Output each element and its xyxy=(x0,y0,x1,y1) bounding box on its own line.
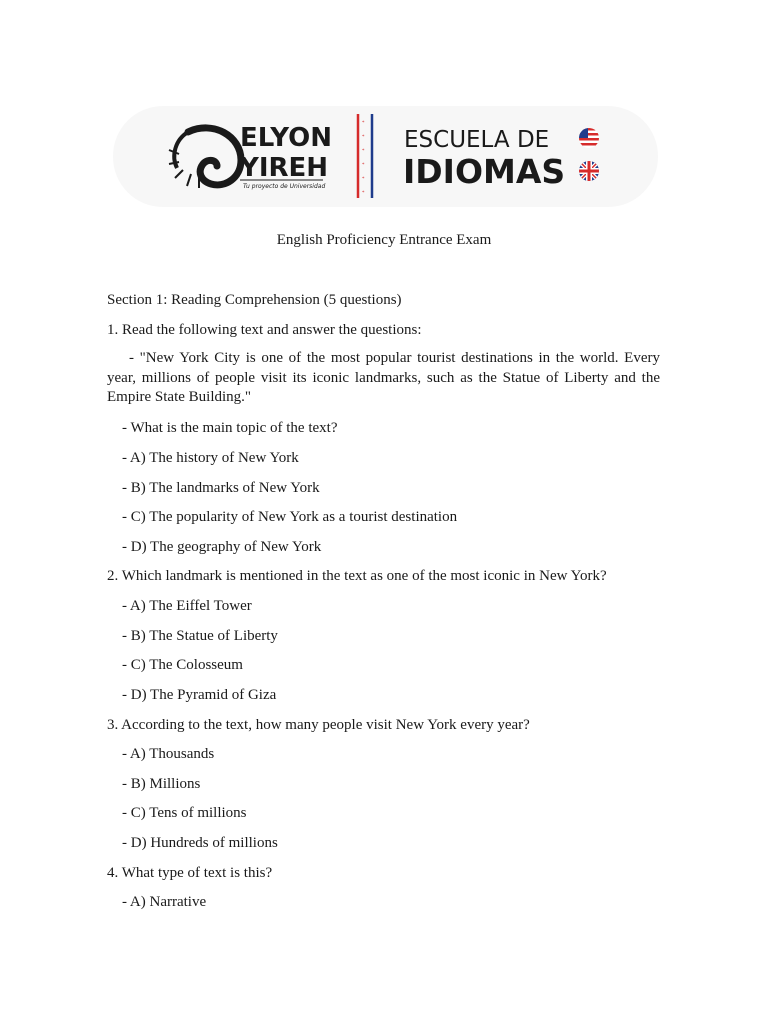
question-2-prompt: 2. Which landmark is mentioned in the text as one of the most iconic in New York? xyxy=(107,568,607,584)
svg-text:*: * xyxy=(362,163,365,168)
svg-text:*: * xyxy=(362,191,365,196)
question-4-prompt: 4. What type of text is this? xyxy=(107,865,273,881)
svg-text:*: * xyxy=(362,149,365,154)
reading-passage: - "New York City is one of the most popular tourist destinations in the world. Every year, millions of people visit its iconic landmarks, such as the Statue of Liberty and the Empire State Building." xyxy=(107,350,660,406)
svg-text:*: * xyxy=(362,121,365,126)
us-flag-icon xyxy=(579,128,599,148)
header-banner xyxy=(113,106,658,207)
exam-title: English Proficiency Entrance Exam xyxy=(276,232,492,248)
header-logo xyxy=(113,106,658,207)
svg-text:*: * xyxy=(362,177,365,182)
q3-option-d: - D) Hundreds of millions xyxy=(122,835,278,851)
svg-text:*: * xyxy=(362,135,365,140)
q1-option-b: - B) The landmarks of New York xyxy=(122,480,320,496)
q2-option-b: - B) The Statue of Liberty xyxy=(122,628,278,644)
section-heading: Section 1: Reading Comprehension (5 questions) xyxy=(107,292,402,308)
q4-option-a: - A) Narrative xyxy=(122,894,207,910)
q1-option-a: - A) The history of New York xyxy=(122,450,299,466)
divider-stripes xyxy=(358,114,372,198)
question-3-prompt: 3. According to the text, how many people visit New York every year? xyxy=(107,717,530,733)
q1-option-c: - C) The popularity of New York as a tourist destination xyxy=(122,509,458,525)
q2-option-d: - D) The Pyramid of Giza xyxy=(122,687,277,703)
question-1-subprompt: - What is the main topic of the text? xyxy=(122,420,338,436)
question-1-prompt: 1. Read the following text and answer the questions: xyxy=(107,322,422,338)
brand-line2: YIREH xyxy=(240,153,329,183)
brand-line1: ELYON xyxy=(240,123,333,153)
q3-option-b: - B) Millions xyxy=(122,776,201,792)
q3-option-a: - A) Thousands xyxy=(122,746,215,762)
brand-tagline: Tu proyecto de Universidad xyxy=(243,183,326,190)
q2-option-a: - A) The Eiffel Tower xyxy=(122,598,252,614)
q3-option-c: - C) Tens of millions xyxy=(122,805,247,821)
q2-option-c: - C) The Colosseum xyxy=(122,657,243,673)
school-line1: ESCUELA DE xyxy=(404,127,550,153)
uk-flag-icon xyxy=(579,161,599,181)
q1-option-d: - D) The geography of New York xyxy=(122,539,322,555)
school-line2: IDIOMAS xyxy=(403,152,566,191)
shell-logo-icon xyxy=(169,128,241,188)
